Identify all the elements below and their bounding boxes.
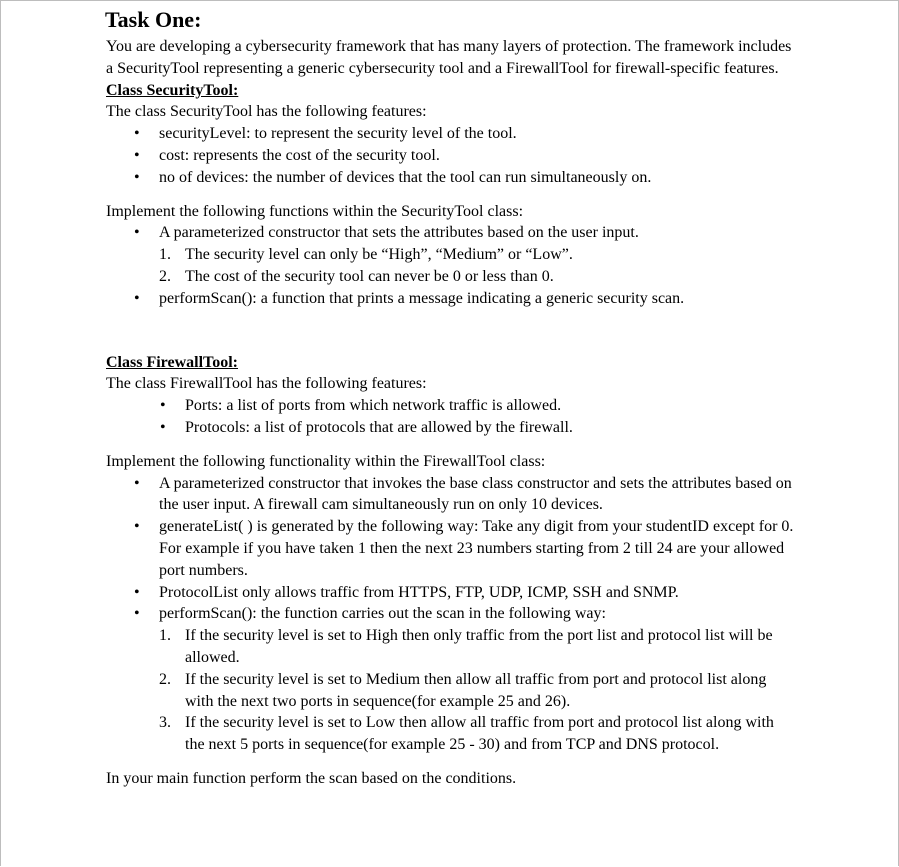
security-tool-functions-intro: Implement the following functions within the SecurityTool class: <box>106 202 524 220</box>
list-item: • A parameterized constructor that invokes the base class constructor and sets the attributes based on the user input. A firewall cam simultaneously run on only 10 devices. <box>106 473 796 517</box>
list-item: • cost: represents the cost of the security tool. <box>106 145 796 167</box>
list-item: 1. If the security level is set to High then only traffic from the port list and protocol list will be allowed. <box>159 627 773 666</box>
security-tool-heading: Class SecurityTool: <box>106 81 239 99</box>
constructor-rules-list <box>106 244 796 288</box>
firewall-tool-functions-list <box>106 473 796 626</box>
firewall-tool-features-list <box>106 395 796 439</box>
security-tool-functions-list <box>106 222 796 244</box>
list-item: • no of devices: the number of devices that the tool can run simultaneously on. <box>106 167 796 189</box>
firewall-tool-heading: Class FirewallTool: <box>106 353 239 371</box>
closing-paragraph: In your main function perform the scan based on the conditions. <box>106 769 517 787</box>
list-item: • ProtocolList only allows traffic from HTTPS, FTP, UDP, ICMP, SSH and SNMP. <box>106 582 796 604</box>
list-item: • performScan(): a function that prints a message indicating a generic security scan. <box>106 288 796 310</box>
list-item: 2. If the security level is set to Medium then allow all traffic from port and protocol list along with the next two ports in sequence(for example 25 and 26). <box>159 670 767 710</box>
document-body <box>106 6 796 790</box>
scan-rules-list <box>106 625 796 756</box>
security-tool-scan-list <box>106 288 796 310</box>
list-item: • Ports: a list of ports from which network traffic is allowed. <box>106 395 796 417</box>
list-item: 1. The security level can only be “High”, “Medium” or “Low”. <box>159 246 573 264</box>
list-item: • performScan(): the function carries out the scan in the following way: <box>106 603 796 625</box>
task-title: Task One: <box>105 7 202 32</box>
list-item: 3. If the security level is set to Low then allow all traffic from port and protocol list along with the next 5 ports in sequence(for example 25 - 30) and from TCP and DNS protocol. <box>159 714 774 754</box>
list-item: • generateList( ) is generated by the following way: Take any digit from your studentID except for 0. For example if you have taken 1 then the next 23 numbers starting from 2 till 24 are your allowed port numbers. <box>106 516 796 581</box>
firewall-tool-features-intro: The class FirewallTool has the following features: <box>106 375 427 393</box>
firewall-tool-functions-intro: Implement the following functionality within the FirewallTool class: <box>106 452 546 470</box>
list-item: • securityLevel: to represent the security level of the tool. <box>106 123 796 145</box>
security-tool-features-intro: The class SecurityTool has the following features: <box>106 103 427 121</box>
list-item: 2. The cost of the security tool can never be 0 or less than 0. <box>159 267 554 285</box>
security-tool-features-list <box>106 123 796 188</box>
list-item: • Protocols: a list of protocols that are allowed by the firewall. <box>106 417 796 439</box>
list-item: • A parameterized constructor that sets the attributes based on the user input. <box>106 222 796 244</box>
intro-paragraph: You are developing a cybersecurity framework that has many layers of protection. The framework includes a SecurityTool representing a generic cybersecurity tool and a FirewallTool for firewall-specific features. <box>106 38 792 77</box>
